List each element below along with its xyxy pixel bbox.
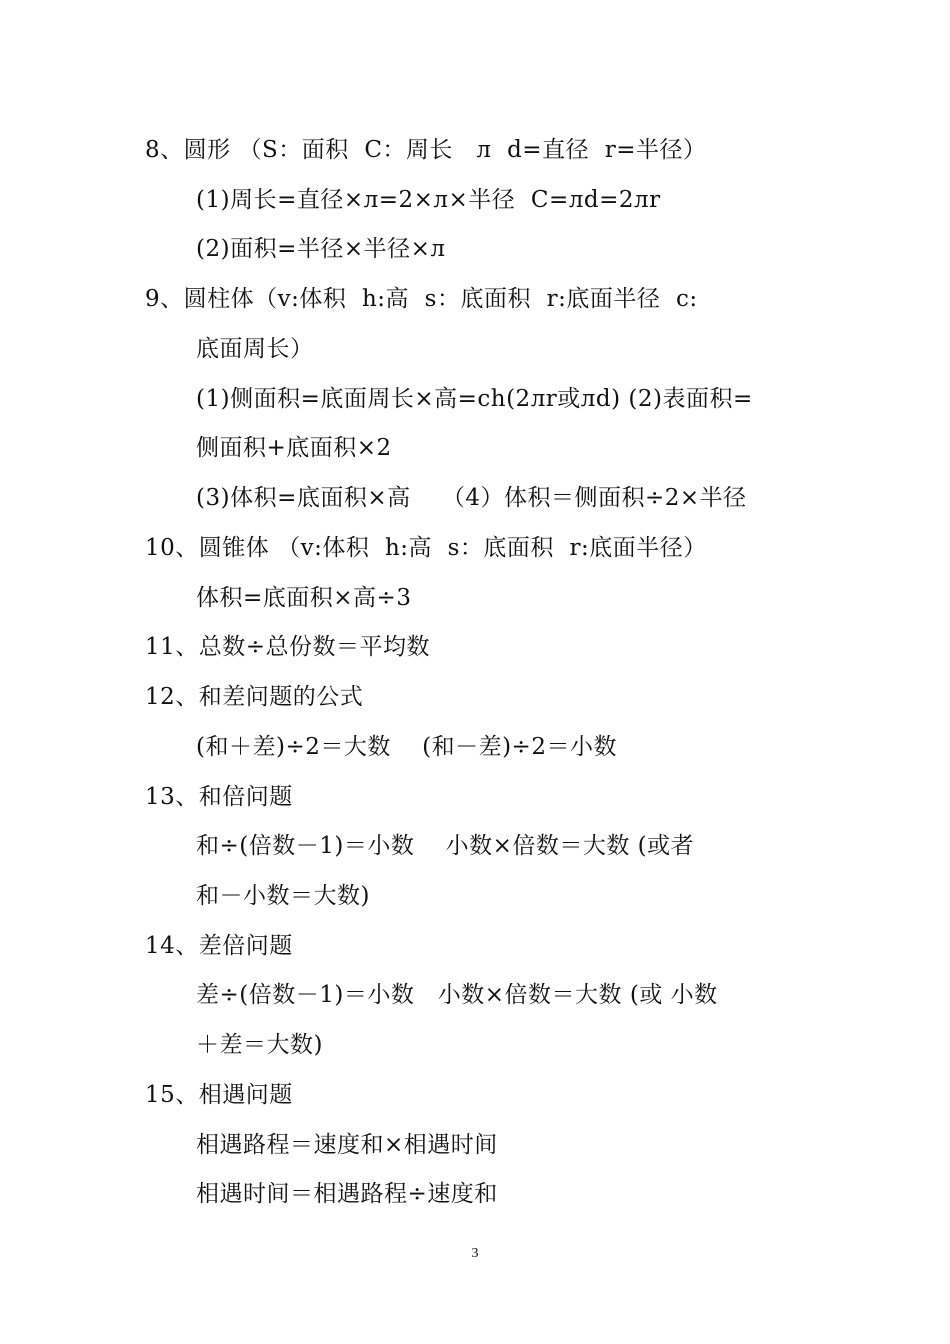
section-15-heading: 15、相遇问题 — [145, 1082, 293, 1108]
circle-perimeter-formula: (1)周长=直径×л=2×л×半径 C=лd=2лr — [196, 187, 661, 213]
sum-multiple-formula-cont: 和－小数＝大数) — [196, 883, 370, 909]
page-number: 3 — [471, 1246, 479, 1261]
section-11-heading: 11、总数÷总份数＝平均数 — [145, 634, 431, 660]
section-10-heading: 10、圆锥体 （v:体积 h:高 s：底面积 r:底面半径） — [145, 535, 707, 561]
difference-multiple-formula-cont: ＋差＝大数) — [196, 1032, 323, 1058]
sum-difference-formula: (和＋差)÷2＝大数 (和－差)÷2＝小数 — [196, 734, 617, 760]
section-14-heading: 14、差倍问题 — [145, 933, 293, 959]
difference-multiple-formula: 差÷(倍数－1)＝小数 小数×倍数＝大数 (或 小数 — [196, 982, 718, 1008]
section-12-heading: 12、和差问题的公式 — [145, 684, 364, 710]
cone-volume-formula: 体积=底面积×高÷3 — [196, 585, 412, 611]
circle-area-formula: (2)面积=半径×半径×л — [196, 236, 446, 262]
cylinder-surface-area-formula: 侧面积+底面积×2 — [196, 435, 392, 461]
cylinder-side-area-formula: (1)侧面积=底面周长×高=ch(2лr或лd) (2)表面积= — [196, 386, 753, 412]
meeting-distance-formula: 相遇路程＝速度和×相遇时间 — [196, 1132, 498, 1158]
sum-multiple-formula: 和÷(倍数－1)＝小数 小数×倍数＝大数 (或者 — [196, 833, 695, 859]
section-8-heading: 8、圆形 （S：面积 C：周长 л d=直径 r=半径） — [145, 137, 707, 163]
section-9-heading-cont: 底面周长） — [196, 336, 314, 362]
meeting-time-formula: 相遇时间＝相遇路程÷速度和 — [196, 1181, 498, 1207]
cylinder-volume-formula: (3)体积=底面积×高 （4）体积＝侧面积÷2×半径 — [196, 485, 747, 511]
section-13-heading: 13、和倍问题 — [145, 784, 293, 810]
section-9-heading: 9、圆柱体（v:体积 h:高 s：底面积 r:底面半径 c: — [145, 286, 698, 312]
